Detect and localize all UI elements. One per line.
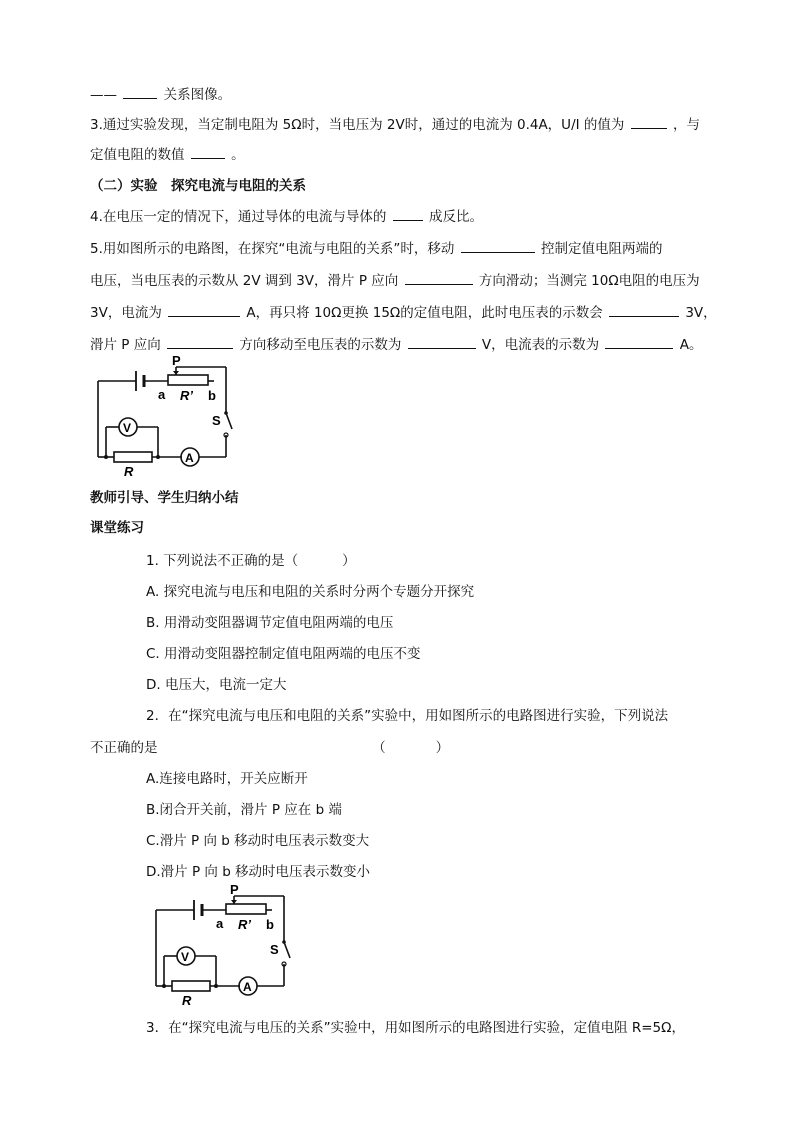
label-p: P	[230, 884, 239, 897]
line-text: 方向滑动；当测完 10Ω电阻的电压为	[478, 273, 700, 289]
circuit-diagram-2	[144, 884, 304, 1009]
blank[interactable]	[168, 302, 240, 317]
line-text: 4.在电压一定的情况下，通过导体的电流与导体的	[90, 209, 387, 225]
q1-option-c: C. 用滑动变阻器控制定值电阻两端的电压不变	[146, 646, 421, 662]
practice-heading: 课堂练习	[90, 520, 144, 536]
label-p: P	[172, 355, 181, 368]
blank[interactable]	[167, 334, 233, 349]
label-s: S	[212, 413, 221, 428]
text-line-relation	[90, 84, 231, 105]
label-r: R	[182, 993, 192, 1008]
blank[interactable]	[393, 206, 423, 221]
q2-stem-line-1: 2．在“探究电流与电压和电阻的关系”实验中，用如图所示的电路图进行实验，下列说法	[146, 708, 669, 724]
circuit-diagram-1	[86, 355, 246, 480]
label-s: S	[270, 942, 279, 957]
q3-stem: 3．在“探究电流与电压的关系”实验中，用如图所示的电路图进行实验，定值电阻 R=5Ω，	[146, 1020, 685, 1036]
label-v: V	[181, 950, 190, 964]
line-text: 关系图像。	[163, 87, 232, 103]
line-text: 电压，当电压表的示数从 2V 调到 3V，滑片 P 应向	[90, 273, 399, 289]
question-3-intro-cont	[90, 144, 245, 165]
q2-option-a: A.连接电路时，开关应断开	[146, 771, 308, 787]
blank[interactable]	[405, 270, 473, 285]
blank[interactable]	[191, 144, 225, 159]
answer-space[interactable]	[300, 551, 340, 565]
blank[interactable]	[605, 334, 673, 349]
q1-stem	[146, 551, 356, 571]
label-b: b	[208, 388, 216, 403]
question-5-line-4	[90, 334, 703, 355]
q2-stem-line-2	[90, 738, 449, 758]
line-text: 控制定值电阻两端的	[540, 241, 663, 257]
answer-space[interactable]	[388, 738, 434, 752]
line-text: 。	[231, 147, 245, 163]
line-text: 3.通过实验发现，当定制电阻为 5Ω时，当电压为 2V时，通过的电流为 0.4A，U/I 的值为	[90, 117, 625, 133]
q2-paren-close: ）	[435, 740, 450, 756]
question-5-line-3	[90, 302, 717, 323]
question-4	[90, 206, 483, 227]
q1-option-b: B. 用滑动变阻器调节定值电阻两端的电压	[146, 615, 394, 631]
line-text: A，再只将 10Ω更换 15Ω的定值电阻，此时电压表的示数会	[246, 305, 603, 321]
q2-option-b: B.闭合开关前，滑片 P 应在 b 端	[146, 802, 342, 818]
label-r-prime: R’	[238, 917, 251, 932]
q1-paren-close: ）	[342, 553, 356, 569]
question-5-line-1	[90, 238, 662, 259]
dash-prefix: ——	[90, 87, 117, 103]
q2-paren-open: （	[372, 740, 386, 756]
blank[interactable]	[631, 114, 667, 129]
teacher-summary-heading: 教师引导、学生归纳小结	[90, 490, 239, 506]
blank[interactable]	[123, 84, 157, 99]
label-ammeter: A	[185, 451, 194, 465]
label-r: R	[124, 464, 134, 479]
q2-option-c: C.滑片 P 向 b 移动时电压表示数变大	[146, 833, 370, 849]
line-text: ，与	[672, 117, 700, 133]
q1-stem-text: 1. 下列说法不正确的是（	[146, 553, 299, 569]
q1-option-d: D. 电压大，电流一定大	[146, 677, 287, 693]
label-b: b	[266, 917, 274, 932]
question-5-line-2	[90, 270, 700, 291]
label-ammeter: A	[243, 980, 252, 994]
line-text: 定值电阻的数值	[90, 147, 185, 163]
q2-option-d: D.滑片 P 向 b 移动时电压表示数变小	[146, 864, 371, 880]
line-text: 成反比。	[428, 209, 483, 225]
line-text: A。	[679, 337, 703, 353]
label-a: a	[216, 916, 224, 931]
blank[interactable]	[461, 238, 535, 253]
line-text: 方向移动至电压表的示数为	[239, 337, 402, 353]
line-text: 3V，电流为	[90, 305, 162, 321]
q1-option-a: A. 探究电流与电压和电阻的关系时分两个专题分开探究	[146, 584, 475, 600]
label-r-prime: R’	[180, 388, 193, 403]
line-text: V，电流表的示数为	[481, 337, 600, 353]
line-text: 5.用如图所示的电路图，在探究“电流与电阻的关系”时，移动	[90, 241, 455, 257]
section-heading-2: （二）实验 探究电流与电阻的关系	[90, 178, 306, 194]
blank[interactable]	[609, 302, 679, 317]
line-text: 3V，	[685, 305, 717, 321]
label-a: a	[158, 387, 166, 402]
q2-stem-text: 不正确的是	[90, 740, 158, 756]
question-3-intro	[90, 114, 700, 135]
label-v: V	[123, 421, 132, 435]
line-text: 滑片 P 应向	[90, 337, 161, 353]
blank[interactable]	[408, 334, 476, 349]
